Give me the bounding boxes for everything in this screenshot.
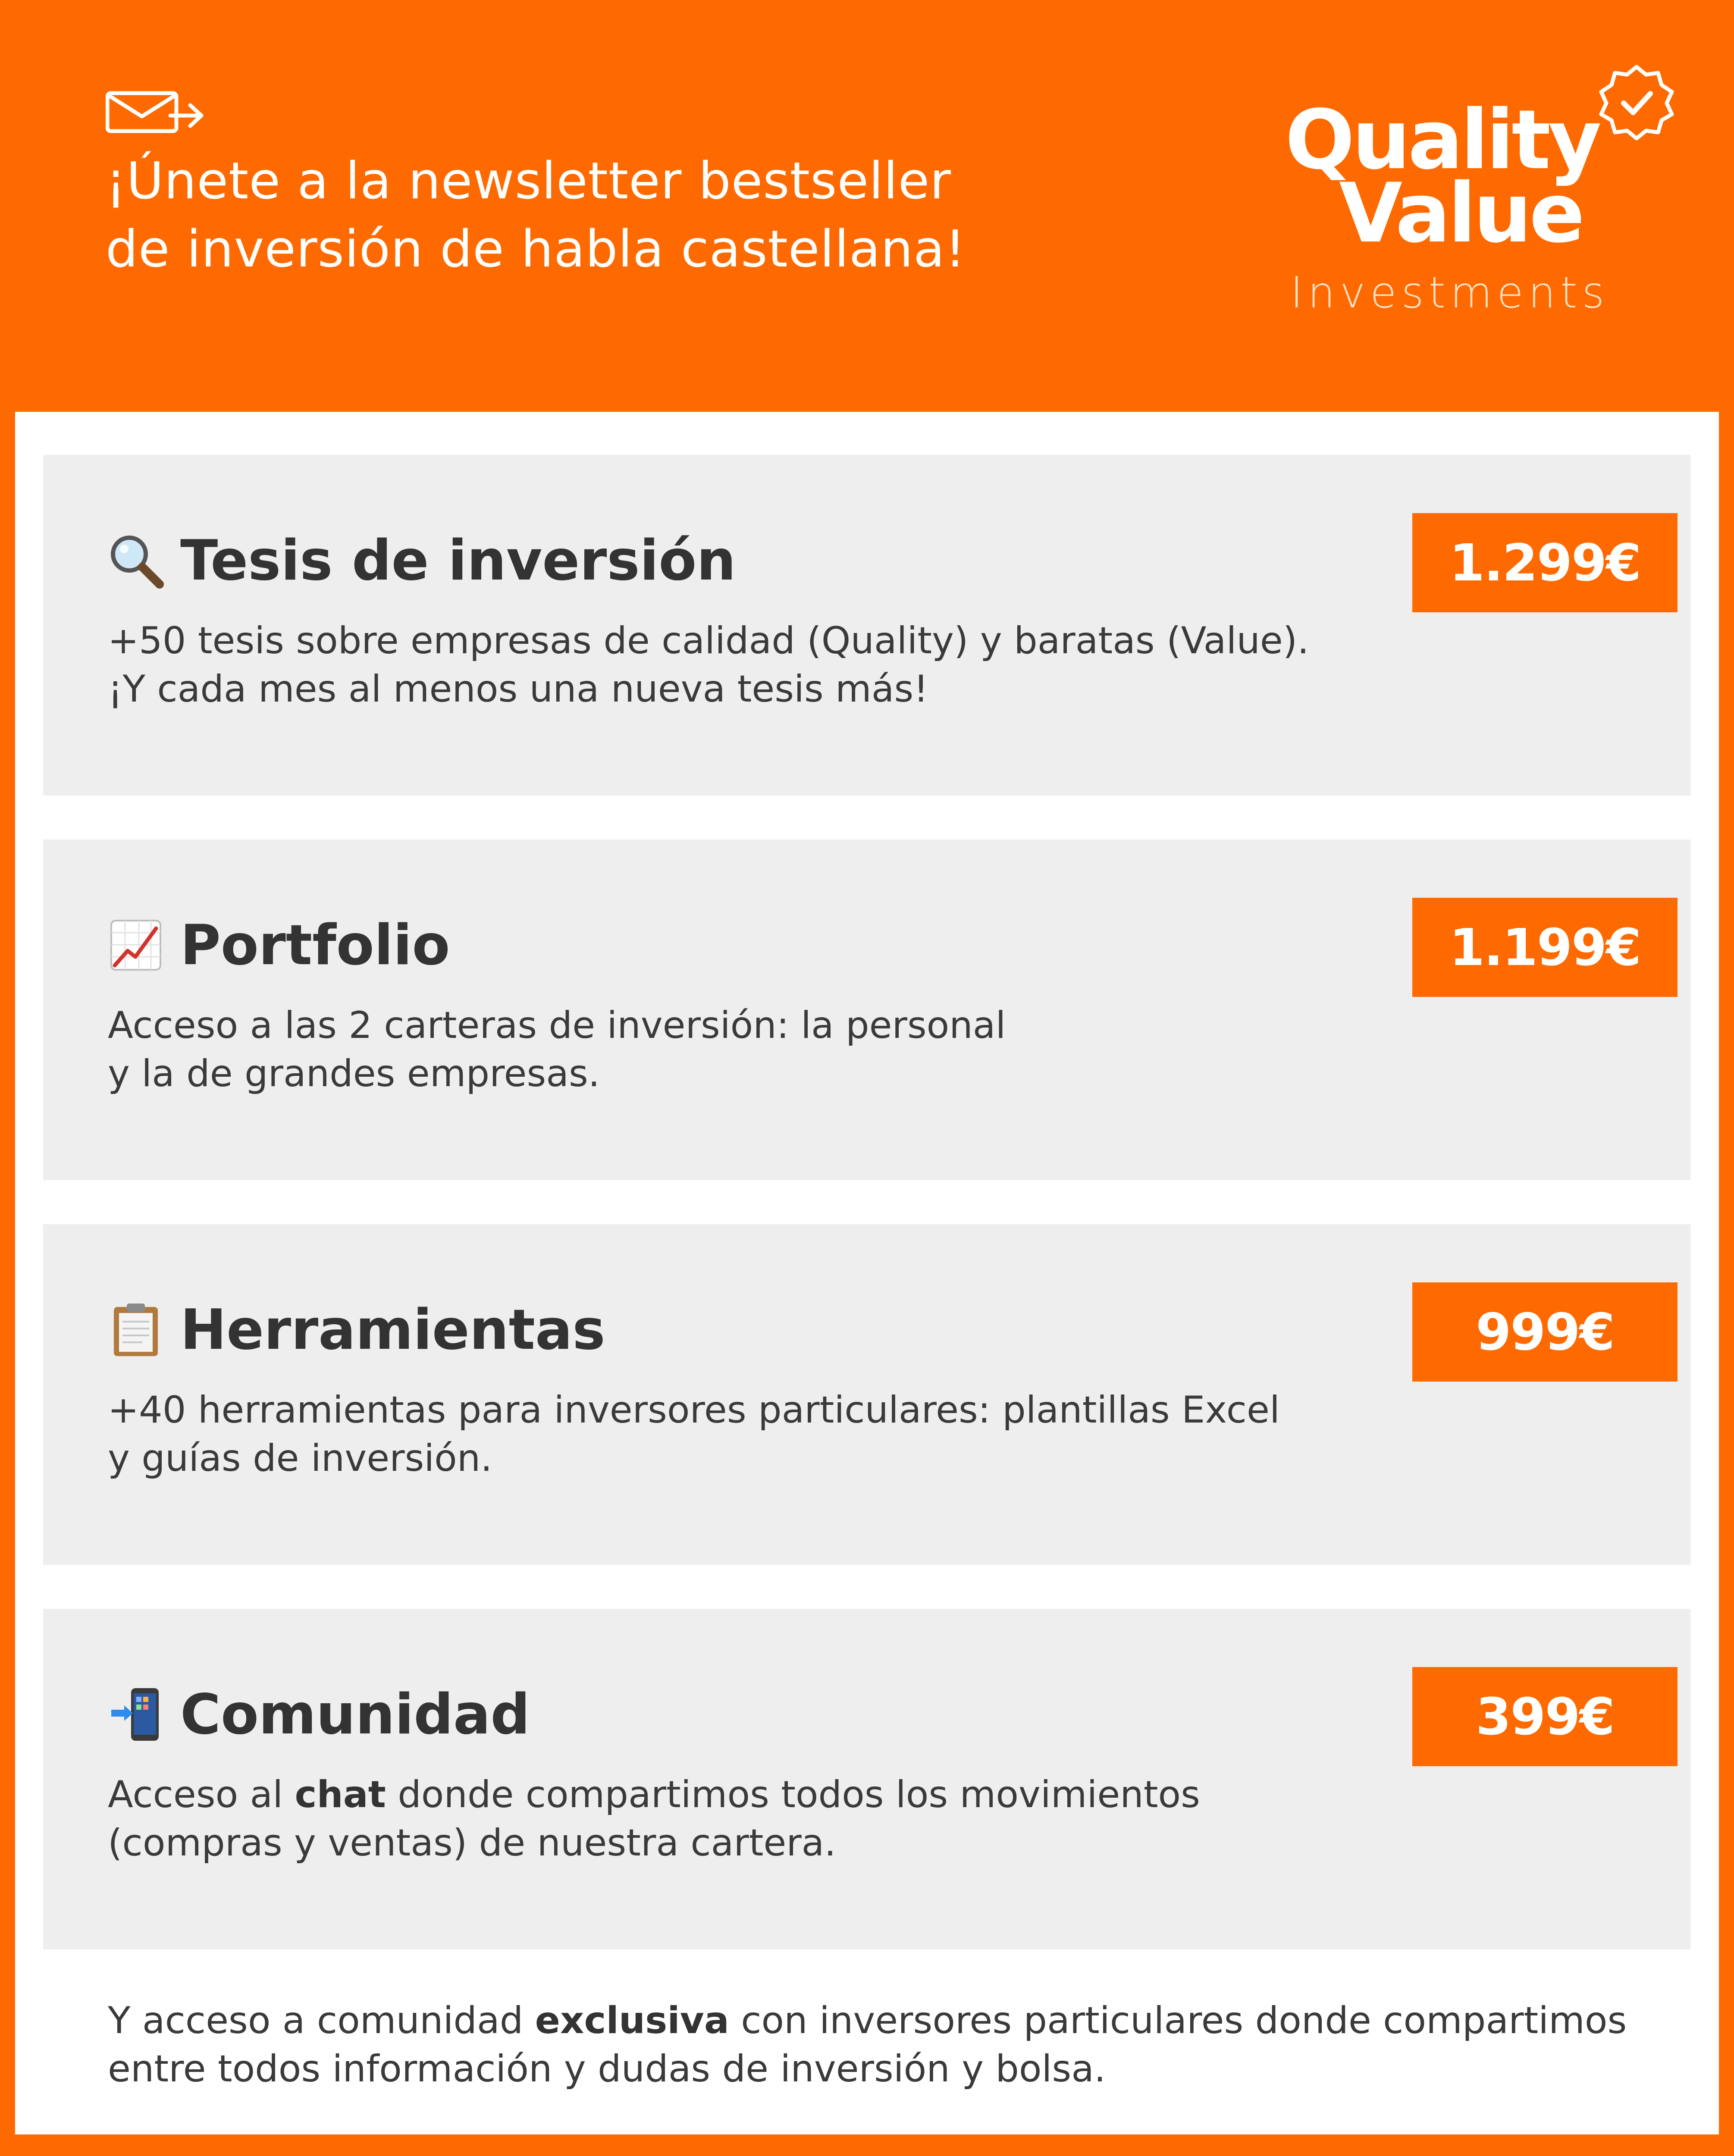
desc-bold-chat: chat xyxy=(295,1773,386,1816)
feature-card-portfolio xyxy=(43,840,1690,1180)
feature-card-tesis xyxy=(43,455,1690,796)
magnifying-glass-icon xyxy=(108,533,164,589)
card-desc-line-1: +40 herramientas para inversores particulares: plantillas Excel xyxy=(108,1388,1280,1432)
features-panel xyxy=(15,412,1719,2134)
card-title: Portfolio xyxy=(180,913,450,978)
feature-card-comunidad xyxy=(43,1609,1690,1949)
clipboard-icon xyxy=(108,1302,164,1358)
card-desc-line-2: y guías de inversión. xyxy=(108,1437,492,1480)
note-text: Y acceso a comunidad xyxy=(108,1999,535,2042)
headline-line-1: ¡Únete a la newsletter bestseller xyxy=(106,151,951,210)
card-title-row xyxy=(108,1297,605,1362)
headline-line-2: de inversión de habla castellana! xyxy=(106,219,966,279)
chart-increasing-icon xyxy=(108,917,164,973)
note-line-2: entre todos información y dudas de inversión y bolsa. xyxy=(108,2047,1106,2090)
check-badge-icon xyxy=(1598,63,1675,141)
quality-value-logo xyxy=(1276,58,1686,326)
note-text: con inversores particulares donde compartimos xyxy=(729,1999,1627,2042)
price-tag: 999€ xyxy=(1412,1282,1678,1382)
card-desc-line-2: y la de grandes empresas. xyxy=(108,1052,600,1095)
logo-word-value: Value xyxy=(1339,166,1583,261)
card-title-row xyxy=(108,1682,530,1747)
desc-text: Acceso al xyxy=(108,1773,295,1816)
card-description xyxy=(108,1386,1358,1482)
envelope-arrow-icon xyxy=(106,91,205,134)
card-description xyxy=(108,1001,1358,1098)
note-bold-exclusiva: exclusiva xyxy=(535,1999,729,2042)
card-title: Tesis de inversión xyxy=(180,528,736,593)
card-description xyxy=(108,617,1358,713)
desc-text: donde compartimos todos los movimientos xyxy=(386,1773,1200,1816)
card-title: Herramientas xyxy=(180,1297,605,1362)
price-tag: 1.299€ xyxy=(1412,513,1678,612)
header xyxy=(0,0,1734,412)
card-title: Comunidad xyxy=(180,1682,530,1747)
card-title-row xyxy=(108,913,450,978)
mobile-phone-arrow-icon xyxy=(108,1686,164,1742)
logo-word-quality: Quality xyxy=(1285,92,1599,188)
card-desc-line-2: (compras y ventas) de nuestra cartera. xyxy=(108,1821,836,1865)
logo-subtitle: Investments xyxy=(1290,267,1609,318)
card-description xyxy=(108,1771,1358,1867)
feature-card-herramientas xyxy=(43,1224,1690,1565)
headline xyxy=(106,147,1097,283)
card-desc-line-1: Acceso a las 2 carteras de inversión: la personal xyxy=(108,1004,1006,1047)
card-desc-line-1 xyxy=(108,1771,1358,1819)
note-line-1 xyxy=(108,1996,1660,2045)
card-title-row xyxy=(108,528,736,593)
card-desc-line-2: ¡Y cada mes al menos una nueva tesis más! xyxy=(108,667,928,711)
price-tag: 399€ xyxy=(1412,1667,1678,1766)
card-desc-line-1: +50 tesis sobre empresas de calidad (Quality) y baratas (Value). xyxy=(108,619,1309,662)
price-tag: 1.199€ xyxy=(1412,898,1678,997)
community-note xyxy=(108,1996,1660,2093)
pricing-bar xyxy=(0,2134,1734,2156)
